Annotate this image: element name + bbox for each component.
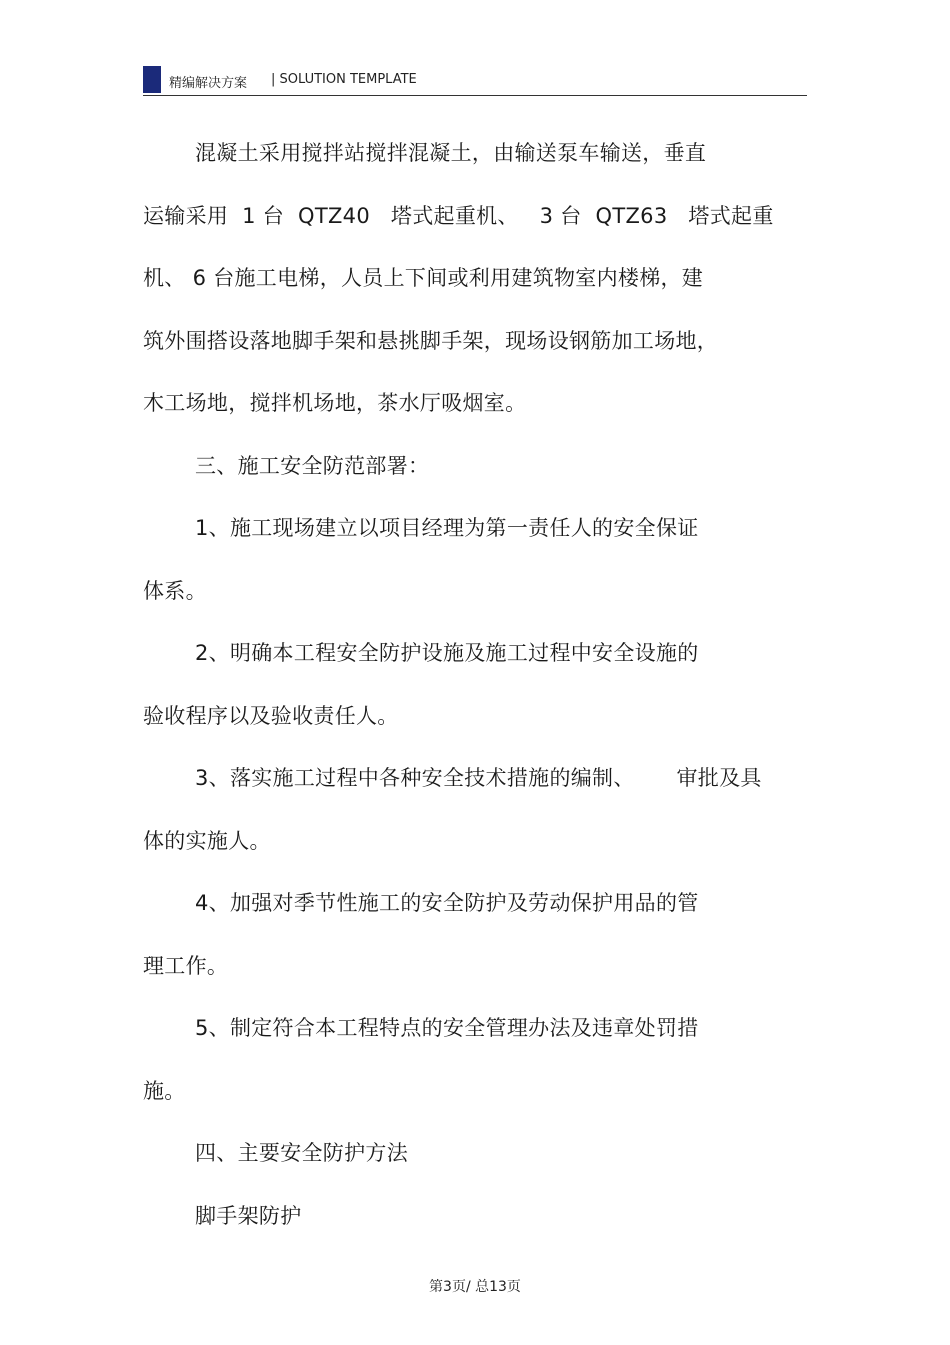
text-line: 1、施工现场建立以项目经理为第一责任人的安全保证: [195, 516, 699, 540]
page-header: [143, 66, 807, 96]
text-line: 体的实施人。: [143, 829, 271, 853]
text-line: 筑外围搭设落地脚手架和悬挑脚手架，现场设钢筋加工场地，: [143, 329, 719, 353]
text-line: 验收程序以及验收责任人。: [143, 704, 399, 728]
header-template-label: | SOLUTION TEMPLATE: [271, 72, 417, 87]
text-line: 4、加强对季节性施工的安全防护及劳动保护用品的管: [195, 891, 699, 915]
text-line: 机、 6 台施工电梯，人员上下间或利用建筑物室内楼梯，建: [143, 266, 704, 290]
text-line: 2、明确本工程安全防护设施及施工过程中安全设施的: [195, 641, 699, 665]
section-heading: 四、主要安全防护方法: [195, 1141, 408, 1165]
text-line: 木工场地，搅拌机场地，茶水厅吸烟室。: [143, 391, 527, 415]
page-number: 第3页/ 总13页: [429, 1279, 521, 1295]
text-line: 运输采用 1 台 QTZ40 塔式起重机、 3 台 QTZ63 塔式起重: [143, 204, 774, 228]
subsection-heading: 脚手架防护: [195, 1204, 302, 1228]
header-brand: 精编解决方案: [169, 76, 248, 91]
text-line: 混凝土采用搅拌站搅拌混凝土，由输送泵车输送，垂直: [195, 141, 707, 165]
section-heading: 三、施工安全防范部署：: [195, 454, 430, 478]
text-line: 体系。: [143, 579, 207, 603]
header-divider: [143, 95, 807, 96]
text-line: 5、制定符合本工程特点的安全管理办法及违章处罚措: [195, 1016, 699, 1040]
text-line: 3、落实施工过程中各种安全技术措施的编制、 审批及具: [195, 766, 762, 790]
text-line: 理工作。: [143, 954, 229, 978]
logo-icon: [143, 66, 161, 93]
text-line: 施。: [143, 1079, 186, 1103]
